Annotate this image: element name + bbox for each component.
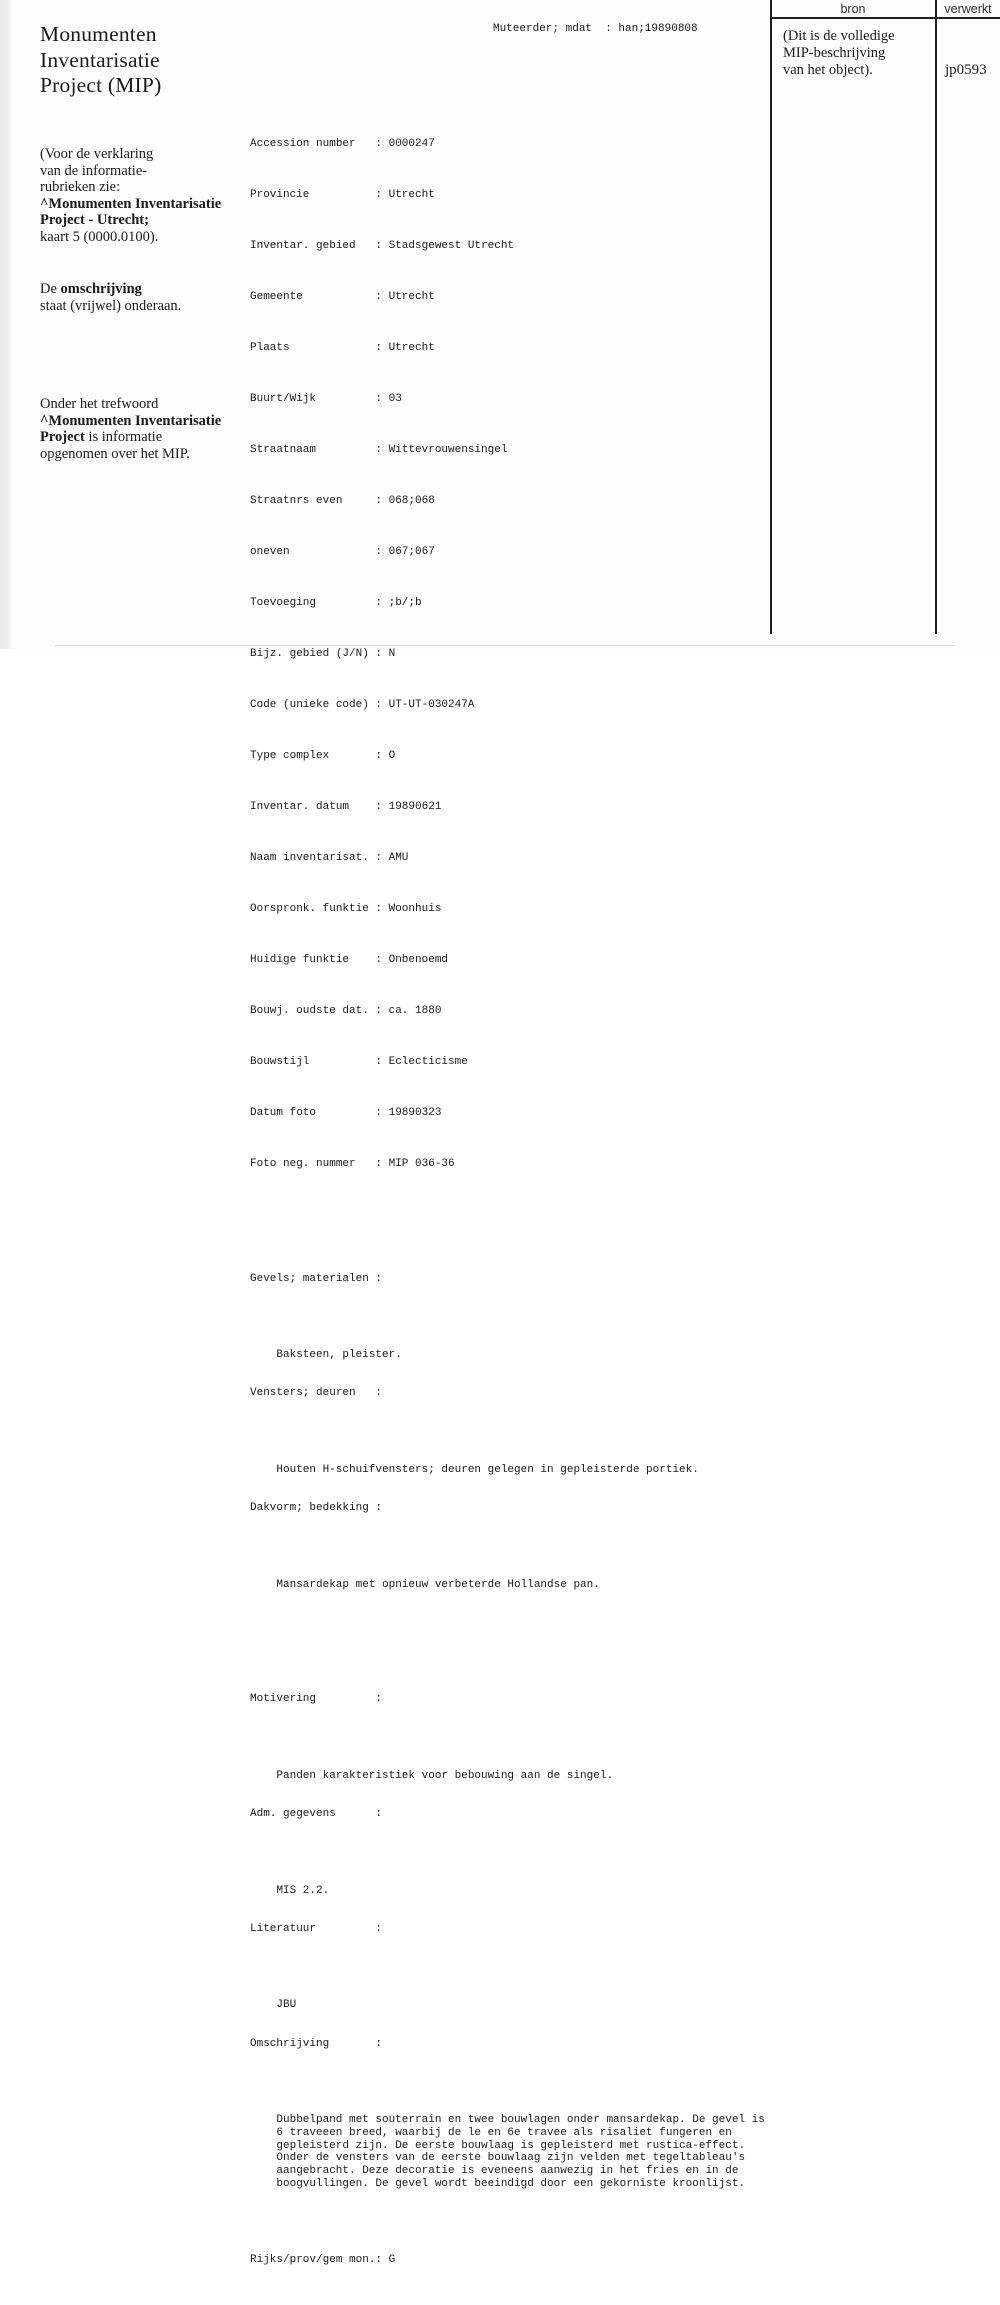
field-label: Muteerder; mdat — [493, 23, 593, 35]
page-bottom-rule — [55, 645, 955, 646]
section-line: aangebracht. Deze decoratie is eveneens aanwezig in het fries en in de — [276, 2165, 739, 2177]
field-value: : G — [375, 2254, 395, 2267]
field-row — [250, 291, 775, 304]
field-label: oneven — [250, 545, 290, 558]
materials-sections — [250, 1247, 775, 1617]
field-value: : Eclecticisme — [375, 1056, 467, 1069]
section-line: 6 traveeen breed, waarbij de le en 6e travee als risaliet fungeren en — [276, 2126, 732, 2139]
section-label: Dakvorm; bedekking — [250, 1502, 369, 1514]
note-line: opgenomen over het MIP. — [40, 445, 190, 462]
field-value: : UT-UT-030247A — [375, 699, 474, 712]
intro-line: kaart 5 (0000.0100). — [40, 228, 159, 245]
field-row — [250, 138, 775, 151]
section-lines — [250, 1426, 775, 1477]
field-label: Code (unieke code) — [250, 698, 369, 711]
section-label: Literatuur — [250, 1922, 317, 1935]
section-header — [250, 2038, 775, 2051]
section-header — [250, 1387, 775, 1400]
trefwoord-note — [40, 396, 221, 462]
section-lines — [250, 1732, 775, 1783]
table-header-rule — [770, 17, 1000, 19]
field-label: Datum foto — [250, 1106, 317, 1119]
field-value: : 068;068 — [375, 495, 434, 508]
page-title — [40, 22, 161, 99]
field-value: : N — [375, 648, 395, 661]
verwerkt-header: verwerkt — [944, 2, 992, 16]
section-line: Panden karakteristiek voor bebouwing aan de singel. — [276, 1769, 614, 1782]
section-colon — [375, 1502, 388, 1515]
note-text-bold: Project — [40, 429, 85, 446]
section-label: Motivering — [250, 1693, 317, 1706]
section-header — [250, 1808, 775, 1821]
field-row — [250, 648, 775, 661]
field-value: : 03 — [375, 393, 401, 406]
field-label: Accession number — [250, 137, 356, 150]
field-row — [250, 699, 775, 712]
section-colon — [375, 1808, 388, 1821]
section-colon — [375, 1273, 388, 1286]
field-label: Straatnrs even — [250, 494, 343, 507]
bron-note — [783, 28, 895, 78]
field-row — [250, 801, 775, 814]
field-row — [250, 597, 775, 610]
section-line: Baksteen, pleister. — [276, 1349, 402, 1361]
section-line: JBU — [276, 1999, 297, 2012]
field-label: Buurt/Wijk — [250, 392, 317, 405]
field-value: : Onbenoemd — [375, 954, 448, 967]
field-label: Huidige funktie — [250, 953, 350, 966]
field-row — [250, 903, 775, 916]
scan-edge-shadow — [0, 0, 14, 649]
field-row — [250, 495, 775, 508]
section-line: gepleisterd zijn. De eerste bouwlaag is gepleisterd met rustica-effect. — [276, 2139, 746, 2152]
title-line: Project (MIP) — [40, 73, 162, 97]
description-sections — [250, 1668, 775, 2216]
bron-note-line: van het object). — [783, 61, 873, 78]
bron-note-line: (Dit is de volledige — [783, 28, 895, 44]
section-line: Houten H-schuifvensters; deuren gelegen in gepleisterde portiek. — [276, 1463, 699, 1476]
title-line: Inventarisatie — [40, 47, 160, 72]
note-text-bold: omschrijving — [60, 281, 142, 297]
intro-line: (Voor de verklaring — [40, 146, 154, 162]
field-row — [250, 750, 775, 763]
intro-line: rubrieken zie: — [40, 179, 121, 196]
field-row — [250, 852, 775, 865]
field-value: : 067;067 — [375, 546, 434, 559]
field-label: Bijz. gebied (J/N) — [250, 647, 369, 660]
section-line: MIS 2.2. — [276, 1884, 330, 1897]
section-line: Dubbelpand met souterrain en twee bouwlagen onder mansardekap. De gevel is — [276, 2114, 765, 2126]
section-label: Gevels; materialen — [250, 1272, 369, 1285]
section-lines — [250, 1311, 775, 1362]
field-row — [250, 393, 775, 406]
field-label: Naam inventarisat. — [250, 851, 369, 864]
note-line — [40, 281, 181, 298]
field-label: Straatnaam — [250, 443, 317, 456]
field-value: : Utrecht — [375, 291, 434, 304]
field-label: Toevoeging — [250, 596, 317, 609]
fields-list — [250, 87, 775, 1196]
section-lines — [250, 1540, 775, 1591]
field-label: Type complex — [250, 749, 330, 762]
section-header — [250, 1502, 775, 1515]
section-line: Onder de vensters van de eerste bouwlaag zijn velden met tegeltableau's — [276, 2152, 746, 2165]
field-value: : ca. 1880 — [375, 1005, 441, 1018]
field-row — [250, 444, 775, 457]
monument-status-row — [250, 2254, 775, 2267]
field-value: : Wittevrouwensingel — [375, 444, 507, 457]
field-label: Oorspronk. funktie — [250, 902, 369, 915]
intro-line-bold: Project - Utrecht; — [40, 212, 149, 229]
section-colon — [375, 1923, 388, 1936]
muteerder-field — [493, 23, 698, 36]
field-row — [250, 1005, 775, 1018]
section-header — [250, 1273, 775, 1286]
field-value: : han;19890808 — [605, 23, 697, 36]
intro-line-bold: ^Monumenten Inventarisatie — [40, 195, 222, 212]
field-row — [250, 240, 775, 253]
section-line: Mansardekap met opnieuw verbeterde Hollandse pan. — [276, 1578, 600, 1591]
field-row — [250, 189, 775, 202]
field-row — [250, 342, 775, 355]
note-line: staat (vrijwel) onderaan. — [40, 297, 182, 314]
section-header — [250, 1693, 775, 1706]
section-label: Adm. gegevens — [250, 1808, 336, 1820]
note-text: is informatie — [84, 429, 163, 446]
field-label: Foto neg. nummer — [250, 1157, 356, 1170]
note-line-bold: ^Monumenten Inventarisatie — [40, 412, 222, 429]
intro-note — [40, 146, 221, 246]
section-header — [250, 1923, 775, 1936]
field-value: : MIP 036-36 — [375, 1158, 454, 1171]
field-value: : 19890621 — [375, 801, 441, 814]
field-row — [250, 1107, 775, 1120]
field-value: : Utrecht — [375, 342, 434, 355]
field-row — [250, 1158, 775, 1171]
field-value: : Utrecht — [375, 189, 434, 202]
verwerkt-value: jp0593 — [945, 62, 987, 78]
section-lines — [250, 2076, 775, 2191]
field-label: Provincie — [250, 188, 310, 201]
section-line: boogvullingen. De gevel wordt beeindigd door een gekorniste kroonlijst. — [276, 2177, 746, 2190]
field-value: : AMU — [375, 852, 408, 865]
title-line: Monumenten — [40, 22, 157, 46]
field-value: : O — [375, 750, 395, 763]
field-label: Rijks/prov/gem mon. — [250, 2254, 376, 2267]
section-label: Vensters; deuren — [250, 1387, 356, 1400]
field-label: Inventar. datum — [250, 800, 350, 813]
field-row — [250, 1056, 775, 1069]
section-lines — [250, 1846, 775, 1897]
intro-line: van de informatie- — [40, 162, 148, 179]
section-label: Omschrijving — [250, 2037, 330, 2050]
field-row — [250, 954, 775, 967]
field-value: : ;b/;b — [375, 597, 421, 610]
section-colon — [375, 2038, 388, 2051]
record-block — [250, 23, 775, 2305]
field-row — [250, 546, 775, 559]
bron-column-divider — [770, 0, 772, 634]
section-colon — [375, 1387, 388, 1400]
field-label: Plaats — [250, 341, 290, 354]
bron-note-line: MIP-beschrijving — [783, 44, 886, 61]
section-lines — [250, 1961, 775, 2012]
field-value: : Woonhuis — [375, 903, 441, 916]
field-value: : Stadsgewest Utrecht — [375, 240, 514, 253]
note-line: Onder het trefwoord — [40, 396, 159, 412]
note-line — [40, 429, 221, 446]
field-label: Inventar. gebied — [250, 239, 356, 252]
note-text: De — [40, 281, 61, 297]
field-label: Gemeente — [250, 290, 303, 303]
omschrijving-note — [40, 281, 181, 314]
verwerkt-column-divider — [935, 0, 937, 634]
field-label: Bouwstijl — [250, 1055, 310, 1068]
field-value: : 0000247 — [375, 138, 434, 151]
bron-header: bron — [840, 2, 866, 16]
field-value: : 19890323 — [375, 1107, 441, 1120]
field-label: Bouwj. oudste dat. — [250, 1004, 369, 1017]
section-colon — [375, 1693, 388, 1706]
